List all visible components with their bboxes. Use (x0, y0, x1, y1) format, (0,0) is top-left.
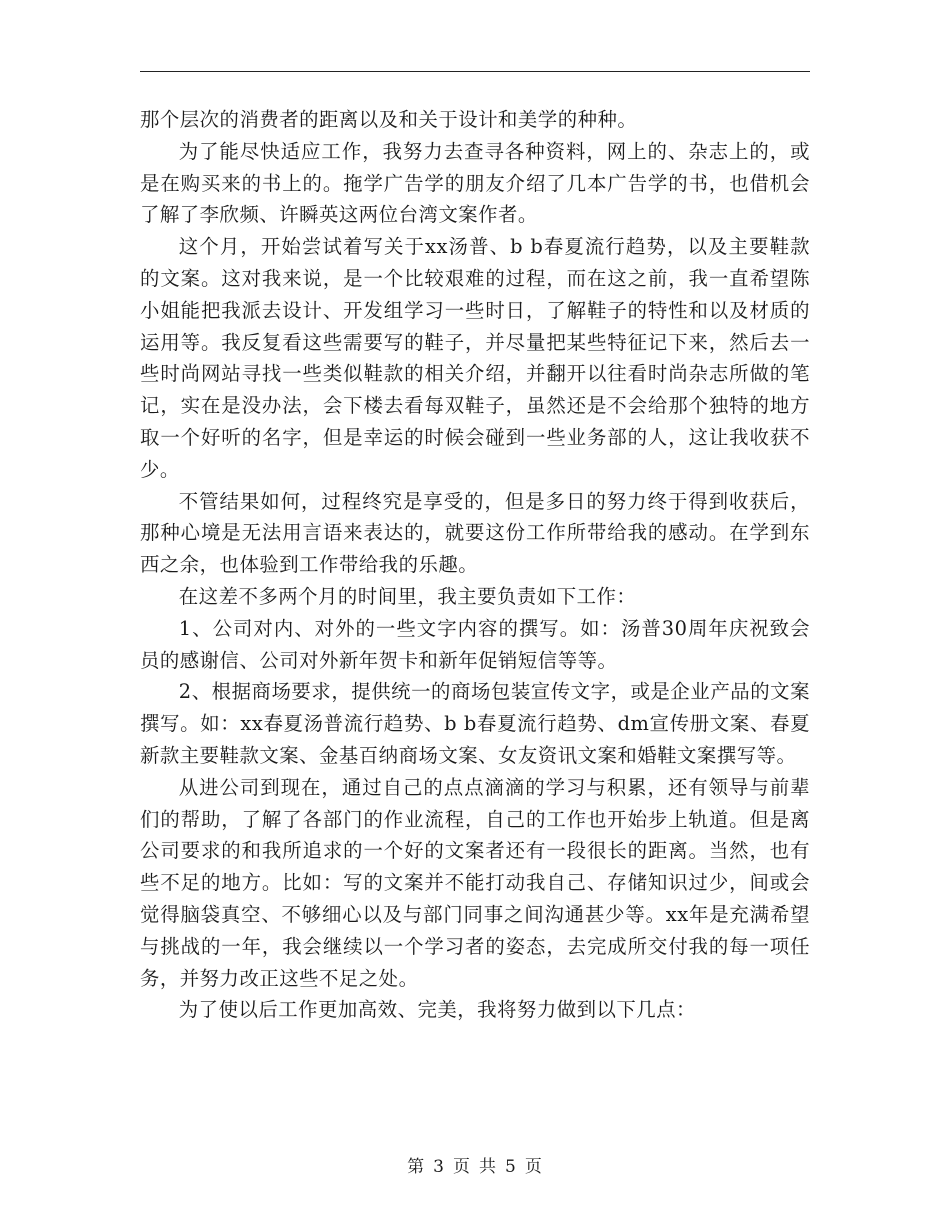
document-body (140, 104, 810, 1026)
paragraph-6: 1、公司对内、对外的一些文字内容的撰写。如：汤普30周年庆祝致会员的感谢信、公司对外新年贺卡和新年促销短信等等。 (140, 616, 810, 672)
paragraph-7: 2、根据商场要求，提供统一的商场包装宣传文字，或是企业产品的文案撰写。如：xx春夏汤普流行趋势、b b春夏流行趋势、dm宣传册文案、春夏新款主要鞋款文案、金基百纳商场文案、女友资讯文案和婚鞋文案撰写等。 (140, 680, 810, 767)
footer-label-total: 共 (479, 1157, 497, 1177)
paragraph-5: 在这差不多两个月的时间里，我主要负责如下工作： (178, 584, 637, 608)
footer-label-ye2: 页 (524, 1157, 543, 1177)
paragraph-3: 这个月，开始尝试着写关于xx汤普、b b春夏流行趋势，以及主要鞋款的文案。这对我来说，是一个比较艰难的过程，而在这之前，我一直希望陈小姐能把我派去设计、开发组学习一些时日，了解鞋子的特性和以及材质的运用等。我反复看这些需要写的鞋子，并尽量把某些特征记下来，然后去一些时尚网站寻找一些类似鞋款的相关介绍，并翻开以往看时尚杂志所做的笔记，实在是没办法，会下楼去看每双鞋子，虽然还是不会给那个独特的地方取一个好听的名字，但是幸运的时候会碰到一些业务部的人，这让我收获不少。 (140, 235, 810, 481)
paragraph-2: 为了能尽快适应工作，我努力去查寻各种资料，网上的、杂志上的，或是在购买来的书上的。拖学广告学的朋友介绍了几本广告学的书，也借机会了解了李欣频、许瞬英这两位台湾文案作者。 (140, 139, 810, 227)
paragraph-4: 不管结果如何，过程终究是享受的，但是多日的努力终于得到收获后，那种心境是无法用言语来表达的，就要这份工作所带给我的感动。在学到东西之余，也体验到工作带给我的乐趣。 (140, 489, 810, 577)
footer-total-pages: 5 (505, 1157, 517, 1177)
footer-current-page: 3 (433, 1157, 445, 1177)
footer-label-ye: 页 (453, 1157, 471, 1177)
paragraph-9: 为了使以后工作更加高效、完美，我将努力做到以下几点： (178, 998, 696, 1022)
header-rule (140, 71, 810, 72)
page-footer (0, 1152, 950, 1177)
footer-label-page: 第 (407, 1157, 426, 1177)
paragraph-1: 那个层次的消费者的距离以及和关于设计和美学的种种。 (140, 108, 638, 131)
paragraph-8: 从进公司到现在，通过自己的点点滴滴的学习与积累，还有领导与前辈们的帮助，了解了各部门的作业流程，自己的工作也开始步上轨道。但是离公司要求的和我所追求的一个好的文案者还有一段很长的距离。当然，也有些不足的地方。比如：写的文案并不能打动我自己、存储知识过少，间或会觉得脑袋真空、不够细心以及与部门同事之间沟通甚少等。xx年是充满希望与挑战的一年，我会继续以一个学习者的姿态，去完成所交付我的每一项任务，并努力改正这些不足之处。 (140, 775, 810, 990)
